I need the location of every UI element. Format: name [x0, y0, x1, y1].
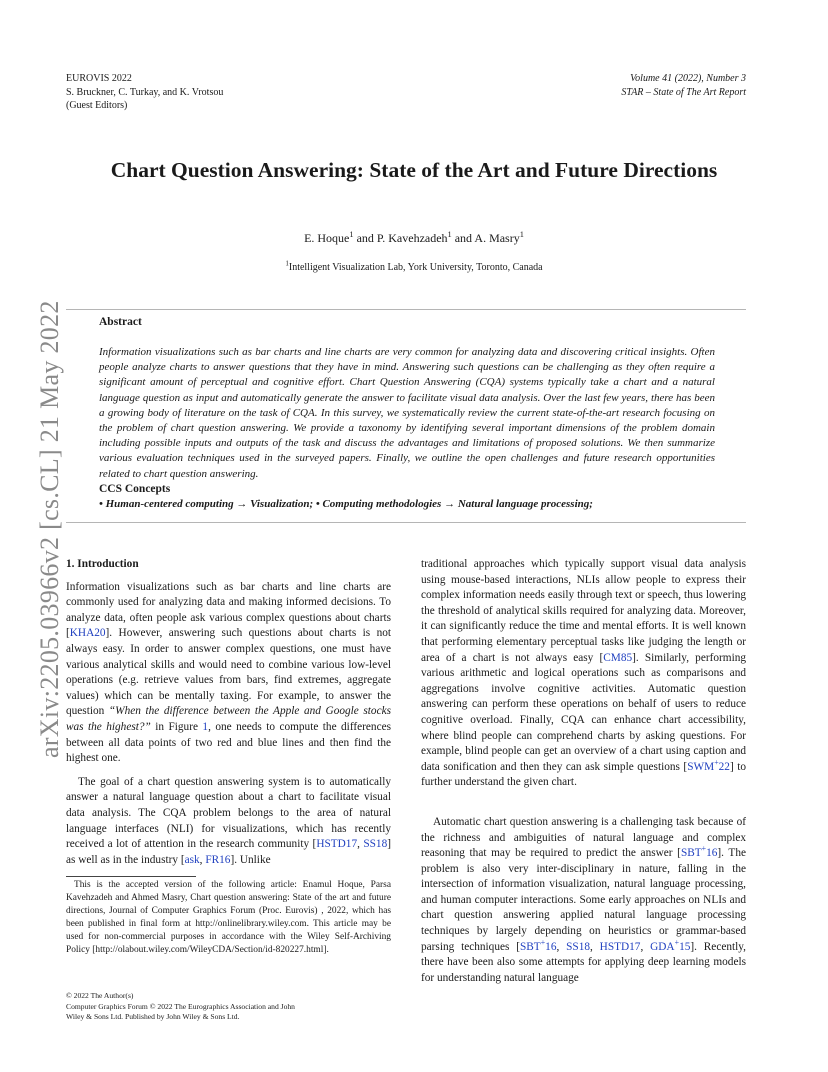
paragraph-text: Information visualizations such as bar charts and line charts are commonly used for analyzing data and making informed decisions. To analyze data, often people ask various complex questions about charts [ — [66, 580, 391, 640]
affiliation-marker: 1 — [349, 230, 354, 239]
abstract-top-rule — [66, 309, 746, 310]
citation-plus: + — [701, 844, 707, 854]
running-header-left — [66, 72, 223, 113]
paragraph-text: traditional approaches which typically support visual data analysis using mouse-based interactions, NLIs allow people to express their complex information needs easily through text or speech, thus lowering the threshold of analytical skills required for analyzing data. Moreover, it can significantly reduce the time and mental efforts. It is well known that performing elementary perceptual tasks like judging the length or area of a chart is not always easy [ — [421, 558, 746, 664]
intro-paragraph-3 — [421, 557, 746, 791]
ccs-heading: CCS Concepts — [99, 483, 171, 495]
citation-year: 16 — [706, 847, 718, 860]
citation-year: 15 — [679, 940, 691, 953]
affiliation-marker: 1 — [519, 230, 524, 239]
paragraph-text: , — [556, 940, 567, 953]
section-heading-introduction: 1. Introduction — [66, 558, 139, 570]
author-name: E. Hoque — [304, 231, 350, 245]
citation-key: GDA — [650, 940, 675, 953]
guest-editors-note: (Guest Editors) — [66, 100, 128, 111]
paragraph-text: ]. Recently, there have been also some attempts for applying deep learning models for understanding natural language — [421, 940, 747, 984]
paragraph-text: , — [357, 838, 364, 851]
citation-link[interactable]: SS18 — [566, 940, 590, 953]
citation-link[interactable]: KHA20 — [69, 627, 106, 640]
intro-paragraph-2 — [66, 775, 391, 869]
example-question: “When the difference between the Apple and Google stocks was the highest?” — [66, 705, 391, 733]
conference-name: EUROVIS 2022 — [66, 73, 132, 84]
citation-link[interactable] — [650, 937, 691, 953]
running-header-right — [621, 72, 746, 99]
citation-plus: + — [674, 937, 680, 947]
author-name: and A. Masry — [451, 231, 520, 245]
paragraph-text: ]. Similarly, performing various arithmetic and logical operations such as comparisons and aggregations involve cognitive activities. Automatic question answering can perform these operations on behalf of users to reduce cognitive overload. Finally, CQA can enhance chart accessibility, where blind people can comprehend charts by asking questions. For example, blind people can get an overview of a chart using caption and data sonification and then they can ask simple questions [ — [421, 651, 746, 773]
paper-title: Chart Question Answering: State of the Art and Future Directions — [110, 158, 718, 182]
author-name: and P. Kavehzadeh — [353, 231, 448, 245]
paragraph-text: Automatic chart question answering is a challenging task because of the richness and ambiguities of natural language and complex reasoning that may be required to predict the answer [ — [421, 815, 746, 860]
affiliation-text: Intelligent Visualization Lab, York University, Toronto, Canada — [288, 262, 543, 273]
paragraph-text: ] to further understand the given chart. — [421, 760, 747, 789]
paragraph-text: , — [199, 853, 206, 866]
intro-paragraph-4 — [421, 815, 746, 987]
citation-link[interactable]: HSTD17 — [316, 838, 358, 851]
abstract-body: Information visualizations such as bar charts and line charts are very common for analyzing data and discovering critical insights. Often people analyze charts to answer questions that they have in mind. Answering such questions can be challenging as they often require a significant amount of perceptual and cognitive effort. Chart Question Answering (CQA) systems typically take a chart and a natural language question as input and automatically generate the answer to facilitate visual data analysis. Over the last few years, there has been a growing body of literature on the task of CQA. In this survey, we systematically review the current state-of-the-art research focusing on the problem of chart question answering. We provide a taxonomy by identifying several important dimensions of the problem domain including possible inputs and outputs of the task and discuss the advantages and limitations of proposed solutions. We then summarize various evaluation techniques used in the surveyed papers. Finally, we outline the open challenges and future research opportunities related to chart question answering. — [99, 346, 715, 480]
citation-link[interactable]: ask — [184, 853, 200, 866]
paragraph-text: , — [590, 940, 600, 953]
paragraph-text: ] as well as in the industry [ — [66, 838, 391, 866]
citation-key: SBT — [680, 847, 702, 860]
abstract-bottom-rule — [66, 522, 746, 523]
editors-line: S. Bruckner, C. Turkay, and K. Vrotsou — [66, 86, 224, 98]
paragraph-text: ]. However, answering such questions about charts is not always easy. In order to answer complex questions, one must have various analytical skills and would need to combine various low-level operations (e.g. retrieve values from bars, find extremes, aggregate values) which can be mentally taxing. For example, to answer the question — [66, 627, 391, 718]
citation-link[interactable] — [680, 844, 718, 860]
citation-plus: + — [714, 757, 719, 767]
intro-paragraph-1 — [66, 580, 391, 767]
right-column — [421, 557, 746, 986]
figure-link[interactable]: 1 — [202, 720, 209, 733]
citation-key: SBT — [519, 940, 541, 953]
copyright-line: Wiley & Sons Ltd. Published by John Wiley & Sons Ltd. — [66, 1012, 240, 1021]
citation-link[interactable]: FR16 — [205, 853, 231, 866]
footnote-rule — [66, 876, 196, 877]
report-type: STAR – State of The Art Report — [621, 86, 746, 98]
abstract-heading: Abstract — [99, 316, 142, 328]
left-column — [66, 557, 391, 868]
citation-link[interactable]: HSTD17 — [599, 940, 641, 953]
affiliation-marker: 1 — [447, 230, 452, 239]
paragraph-text: , — [640, 940, 651, 953]
copyright-line: Computer Graphics Forum © 2022 The Eurographics Association and John — [66, 1001, 295, 1011]
author-list — [0, 231, 828, 246]
copyright-block — [66, 991, 295, 1023]
copyright-line: © 2022 The Author(s) — [66, 991, 134, 1000]
paragraph-text: in Figure — [150, 720, 203, 733]
citation-link[interactable]: CM85 — [603, 651, 633, 664]
citation-year: 22 — [718, 760, 730, 773]
citation-link[interactable] — [519, 937, 557, 953]
paragraph-text: ]. Unlike — [230, 853, 271, 866]
affiliation — [0, 259, 828, 273]
citation-plus: + — [540, 937, 546, 947]
citation-link[interactable]: SS18 — [363, 838, 388, 851]
paragraph-text: , one needs to compute the differences between all data points of two red and blue lines and then find the highest one. — [66, 720, 392, 765]
ccs-concepts: • Human-centered computing → Visualization; • Computing methodologies → Natural language processing; — [99, 498, 593, 510]
citation-link[interactable] — [687, 757, 730, 773]
paragraph-text: ]. The problem is also very inter-disciplinary in nature, falling in the intersection of information visualization, natural language processing, and human computer interactions. Some early approaches on NLIs and chart question answering applied natural language processing techniques by largely depending on heuristics or grammar-based parsing techniques [ — [421, 847, 746, 953]
arxiv-identifier: arXiv:2205.03966v2 [cs.CL] 21 May 2022 — [35, 300, 64, 758]
footnote: This is the accepted version of the following article: Enamul Hoque, Parsa Kavehzadeh and Ahmed Masry, Chart question answering: State of the art and future directions, Journal of Computer Graphics Forum (Proc. Eurovis) , 2022, which has been published in final form at http://onlinelibrary.wiley.com. This article may be used for non-commercial purposes in accordance with the Wiley Self-Archiving Policy [http://olabout.wiley.com/WileyCDA/Section/id-820227.html]. — [66, 880, 391, 955]
volume-info: Volume 41 (2022), Number 3 — [630, 73, 746, 84]
paragraph-text: The goal of a chart question answering system is to automatically answer a natural language question about a chart to facilitate visual data analysis. The CQA problem belongs to the area of natural language interfaces (NLI) for visualizations, which has recently received a lot of attention in the research community [ — [66, 775, 391, 851]
citation-key: SWM — [687, 760, 715, 773]
citation-year: 16 — [545, 940, 557, 953]
affiliation-marker: 1 — [285, 259, 289, 268]
